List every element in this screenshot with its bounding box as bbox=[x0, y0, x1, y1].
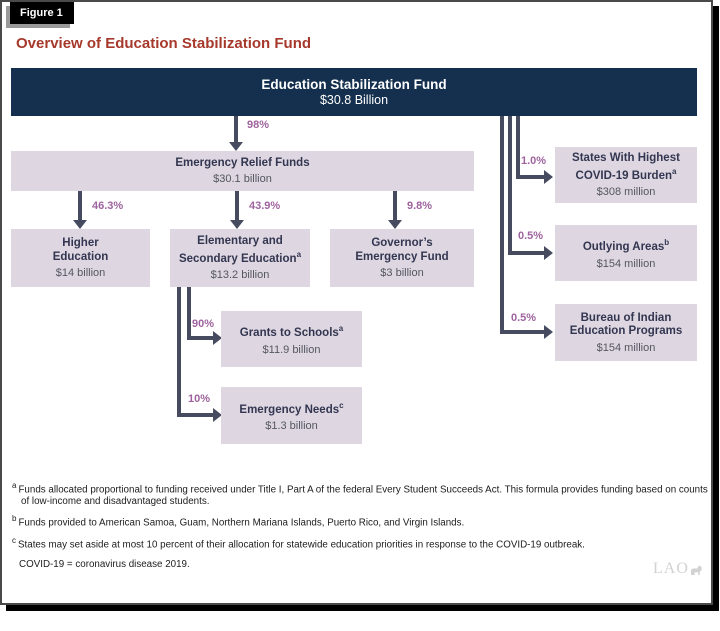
arrow-root-to-bie-vertical bbox=[500, 116, 504, 334]
root-title: Education Stabilization Fund bbox=[261, 76, 447, 92]
erf-amount: $30.1 billion bbox=[213, 173, 272, 186]
arrow-elem-to-needs-horizontal bbox=[177, 413, 213, 417]
figure-label: Figure 1 bbox=[10, 2, 74, 24]
arrow-elem-to-needs-vertical bbox=[177, 287, 181, 417]
lao-bear-icon bbox=[690, 563, 703, 576]
node-emergency-relief-funds bbox=[11, 151, 474, 191]
pct-label-grants: 90% bbox=[192, 318, 215, 330]
footnote-a-marker: a bbox=[12, 481, 17, 490]
arrow-root-to-states-horizontal bbox=[516, 175, 544, 179]
footnote-c bbox=[12, 535, 717, 551]
higher-ed-amount: $14 billion bbox=[55, 267, 106, 279]
footnote-b bbox=[12, 513, 717, 529]
pct-label-states: 1.0% bbox=[521, 155, 547, 167]
arrowhead-root-to-states bbox=[544, 170, 553, 184]
node-education-stabilization-fund bbox=[11, 68, 697, 116]
pct-label-outlying: 0.5% bbox=[518, 230, 544, 242]
arrow-elem-to-grants-vertical bbox=[187, 287, 191, 340]
root-amount: $30.8 Billion bbox=[319, 92, 389, 107]
needs-title: Emergency Needs bbox=[239, 403, 340, 416]
footnote-b-marker: b bbox=[12, 514, 17, 523]
governor-title-line2: Emergency Fund bbox=[355, 250, 449, 263]
node-emergency-needs bbox=[221, 387, 362, 444]
arrowhead-root-to-outlying bbox=[544, 246, 553, 260]
node-grants-to-schools bbox=[221, 311, 362, 367]
elem-title-line1: Elementary and bbox=[197, 234, 283, 247]
erf-title: Emergency Relief Funds bbox=[175, 156, 310, 169]
covid-definition-note: COVID-19 = coronavirus disease 2019. bbox=[19, 559, 190, 570]
arrow-erf-to-higher-ed bbox=[78, 191, 82, 220]
arrow-elem-to-grants-horizontal bbox=[187, 336, 213, 340]
lao-logo-text: LAO bbox=[653, 560, 689, 577]
arrow-root-to-states-vertical bbox=[516, 116, 520, 179]
footnote-c-text: States may set aside at most 10 percent of their allocation for statewide education priorities in response to the COVID-19 outbreak. bbox=[18, 539, 585, 551]
arrowhead-root-to-erf bbox=[229, 142, 243, 151]
elem-amount: $13.2 billion bbox=[210, 269, 270, 282]
pct-label-needs: 10% bbox=[188, 393, 211, 405]
outlying-footnote-marker: b bbox=[664, 238, 670, 248]
arrow-erf-to-elem bbox=[235, 191, 239, 220]
higher-ed-title-line1: Higher bbox=[62, 237, 99, 249]
grants-title: Grants to Schools bbox=[239, 327, 339, 340]
grants-amount: $11.9 billion bbox=[262, 343, 321, 356]
states-footnote-marker: a bbox=[672, 167, 677, 177]
arrow-root-to-erf bbox=[234, 116, 238, 142]
arrowhead-erf-to-elem bbox=[230, 220, 244, 229]
node-states-highest-covid-burden bbox=[555, 147, 697, 203]
grants-footnote-marker: a bbox=[338, 324, 344, 334]
bie-title-line2: Education Programs bbox=[569, 325, 683, 337]
footnote-b-text: Funds provided to American Samoa, Guam, Northern Mariana Islands, Puerto Rico, and Virgin Islands. bbox=[18, 517, 465, 529]
higher-ed-title-line2: Education bbox=[52, 250, 109, 263]
pct-label-bie: 0.5% bbox=[511, 312, 537, 324]
arrowhead-erf-to-governor bbox=[388, 220, 402, 229]
arrow-root-to-outlying-horizontal bbox=[508, 251, 544, 255]
pct-label-erf: 98% bbox=[247, 119, 270, 131]
elem-footnote-marker: a bbox=[296, 250, 302, 260]
pct-label-higher-ed: 46.3% bbox=[92, 200, 124, 212]
footnote-a-text: Funds allocated proportional to funding received under Title I, Part A of the federal Every Student Succeeds Act. This formula provides funding based on counts of low-income and disadvantaged students. bbox=[18, 484, 708, 507]
states-title-line1: States With Highest bbox=[572, 151, 680, 164]
pct-label-elem: 43.9% bbox=[249, 200, 281, 212]
arrow-erf-to-governor bbox=[393, 191, 397, 220]
arrowhead-erf-to-higher-ed bbox=[73, 220, 87, 229]
governor-amount: $3 billion bbox=[380, 267, 424, 279]
footnote-a bbox=[12, 480, 717, 507]
pct-label-governor: 9.8% bbox=[407, 200, 433, 212]
arrow-root-to-outlying-vertical bbox=[508, 116, 512, 255]
node-higher-education bbox=[11, 229, 150, 287]
outlying-title: Outlying Areas bbox=[582, 241, 665, 254]
bie-amount: $154 million bbox=[596, 341, 656, 354]
node-outlying-areas bbox=[555, 225, 697, 281]
node-governors-emergency-fund bbox=[330, 229, 474, 287]
lao-logo bbox=[653, 560, 703, 578]
arrowhead-root-to-bie bbox=[544, 325, 553, 339]
governor-title-line1: Governor’s bbox=[371, 237, 433, 249]
needs-footnote-marker: c bbox=[339, 400, 344, 410]
needs-amount: $1.3 billion bbox=[265, 420, 318, 433]
node-bureau-indian-education bbox=[555, 304, 697, 361]
footnote-c-marker: c bbox=[12, 536, 16, 545]
figure-title: Overview of Education Stabilization Fund bbox=[16, 35, 312, 52]
node-elementary-secondary-education bbox=[170, 229, 310, 287]
states-title-line2: COVID-19 Burden bbox=[575, 169, 673, 182]
elem-title-line2: Secondary Education bbox=[178, 252, 297, 265]
bie-title-line1: Bureau of Indian bbox=[580, 311, 672, 324]
states-amount: $308 million bbox=[596, 186, 656, 199]
arrow-root-to-bie-horizontal bbox=[500, 330, 544, 334]
outlying-amount: $154 million bbox=[596, 257, 656, 270]
